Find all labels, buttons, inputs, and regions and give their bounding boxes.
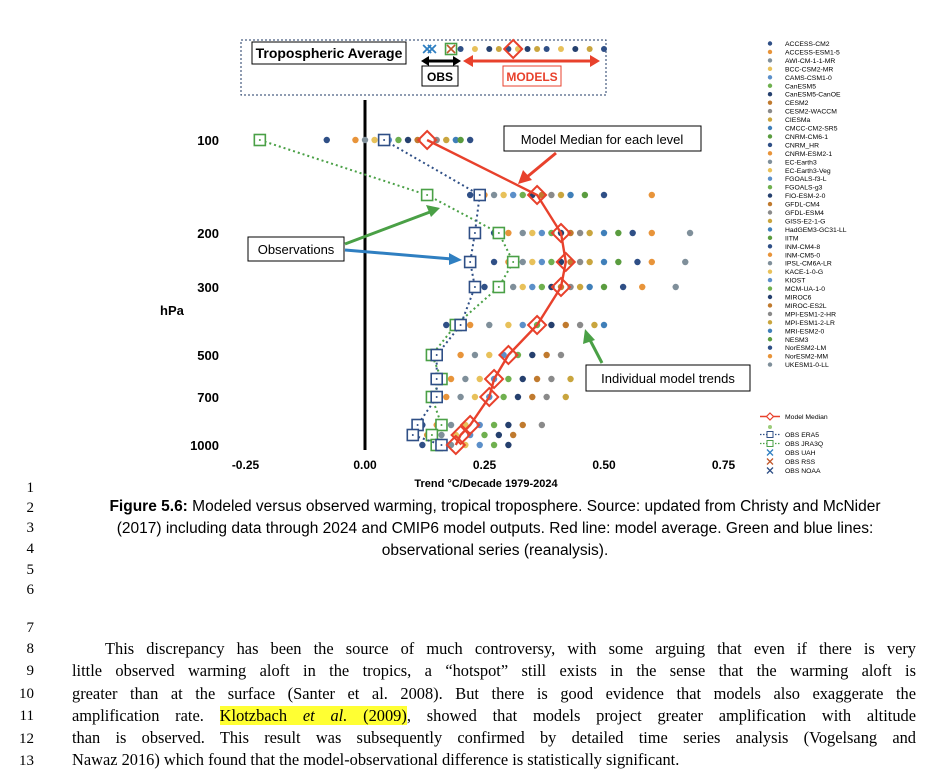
model-trend-point <box>505 442 511 448</box>
observations-callout-label: Observations <box>257 242 335 257</box>
line-number-13: 13 <box>19 753 34 769</box>
model-trend-point <box>362 137 368 143</box>
model-trend-point <box>649 259 655 265</box>
legend-label: INM-CM4-8 <box>785 243 821 251</box>
model-trend-point <box>601 192 607 198</box>
era5-marker-dot <box>474 286 476 288</box>
legend-marker <box>768 261 772 265</box>
legend-label: NESM3 <box>785 336 809 344</box>
line-number-5: 5 <box>26 562 34 578</box>
model-trend-point <box>682 259 688 265</box>
era5-marker-dot <box>469 261 471 263</box>
jra3q-marker-dot <box>259 139 261 141</box>
legend-obs-label: OBS ERA5 <box>785 432 819 439</box>
model-trend-point <box>563 322 569 328</box>
paragraph-line-3: greater than at the surface (Santer et al. 2008). But there is good evidence that models also exaggerate the <box>72 683 916 703</box>
body-paragraph <box>72 638 916 772</box>
model-trend-point <box>477 442 483 448</box>
legend-label: KIOST <box>785 277 806 285</box>
model-trend-point <box>481 284 487 290</box>
figure-caption-text: Modeled versus observed warming, tropical troposphere. Source: updated from Christy and McNider (2017) including data through 2024 and CMIP6 model outputs. Red line: model average. Green and blue lines: observational series (reanalysis). <box>116 498 881 559</box>
legend-label: MPI-ESM1-2-HR <box>785 311 836 319</box>
trop-avg-model-point <box>558 46 564 52</box>
model-trend-point <box>548 259 554 265</box>
paragraph-line-6: Nawaz 2016) which found that the model-observational difference is statistically significant. <box>72 750 680 770</box>
jra3q-marker-dot <box>426 194 428 196</box>
model-trend-point <box>529 352 535 358</box>
legend-label: CanESM5 <box>785 83 816 91</box>
era5-marker-dot <box>412 434 414 436</box>
model-trend-point <box>548 192 554 198</box>
model-trend-point <box>629 230 635 236</box>
line-number-4: 4 <box>26 541 34 557</box>
model-trend-point <box>591 322 597 328</box>
legend-median-label: Model Median <box>785 414 828 421</box>
trop-avg-model-point <box>525 46 531 52</box>
model-trend-point <box>649 192 655 198</box>
legend-label: IPSL-CM6A-LR <box>785 260 832 268</box>
legend-marker <box>768 269 772 273</box>
line-number-1: 1 <box>26 480 34 496</box>
observations-blue-arrowhead <box>449 253 462 265</box>
legend-marker <box>768 337 772 341</box>
legend-marker <box>768 126 772 130</box>
model-trend-point <box>515 394 521 400</box>
legend-label: MIROC-ES2L <box>785 302 827 310</box>
legend-median-marker <box>767 413 774 420</box>
x-tick-label: 0.00 <box>353 458 377 472</box>
era5-marker-dot <box>474 232 476 234</box>
model-trend-point <box>520 192 526 198</box>
model-trend-point <box>520 230 526 236</box>
model-trend-point <box>443 137 449 143</box>
jra3q-marker-dot <box>431 434 433 436</box>
line-number-9: 9 <box>26 663 34 679</box>
model-trend-point <box>371 137 377 143</box>
model-trend-point <box>395 137 401 143</box>
legend-label: INM-CM5-0 <box>785 252 821 260</box>
legend-marker <box>768 109 772 113</box>
trop-avg-model-point <box>544 46 550 52</box>
x-tick-label: 0.25 <box>472 458 497 472</box>
legend-obs-marker <box>767 459 773 465</box>
legend-label: EC-Earth3-Veg <box>785 167 831 175</box>
legend-marker <box>768 210 772 214</box>
legend-marker <box>768 295 772 299</box>
legend-label: CNRM_HR <box>785 142 819 150</box>
figure-caption-label: Figure 5.6: <box>109 498 188 515</box>
jra3q-marker-dot <box>498 286 500 288</box>
model-trend-point <box>577 322 583 328</box>
legend-label: NorESM2-LM <box>785 345 827 353</box>
legend-obs-marker <box>767 450 773 456</box>
legend-marker <box>768 354 772 358</box>
model-trend-point <box>405 137 411 143</box>
era5-marker-dot <box>479 194 481 196</box>
median-callout-label: Model Median for each level <box>520 132 684 147</box>
legend-label: ACCESS-CM2 <box>785 41 830 48</box>
model-trend-point <box>419 442 425 448</box>
model-trend-point <box>443 322 449 328</box>
jra3q-marker-dot <box>498 232 500 234</box>
jra3q-marker-dot <box>512 261 514 263</box>
model-trend-point <box>500 394 506 400</box>
legend-label: FIO-ESM-2-0 <box>785 193 826 201</box>
model-trend-point <box>486 322 492 328</box>
trop-avg-model-point <box>486 46 492 52</box>
citation-etal: et al. <box>302 705 348 725</box>
individual-callout-label: Individual model trends <box>601 371 735 386</box>
model-trend-point <box>448 376 454 382</box>
model-trend-point <box>577 259 583 265</box>
legend-marker <box>768 312 772 316</box>
legend-obs-marker <box>767 432 773 438</box>
legend-label: NorESM2-MM <box>785 353 829 361</box>
legend-label: MIROC6 <box>785 294 812 302</box>
model-trend-point <box>505 422 511 428</box>
y-axis-label: hPa <box>160 303 184 318</box>
legend-marker <box>768 100 772 104</box>
legend-label: CIESMa <box>785 117 811 125</box>
model-trend-point <box>352 137 358 143</box>
x-tick-label: 0.75 <box>711 458 736 472</box>
model-trend-point <box>673 284 679 290</box>
model-trend-point <box>567 192 573 198</box>
y-tick-label: 300 <box>197 280 219 295</box>
legend-label: EC-Earth3 <box>785 159 817 167</box>
model-trend-point <box>567 376 573 382</box>
legend-marker <box>768 346 772 350</box>
legend-marker <box>768 177 772 181</box>
era5-marker-dot <box>436 354 438 356</box>
citation-year: (2009) <box>363 705 407 725</box>
legend-label: ACCESS-ESM1-5 <box>785 49 840 57</box>
era5-marker-dot <box>417 424 419 426</box>
obs-label: OBS <box>426 70 454 84</box>
era5-marker-dot <box>460 324 462 326</box>
legend-label: UKESM1-0-LL <box>785 362 829 370</box>
model-trend-point <box>510 284 516 290</box>
model-trend-point <box>539 422 545 428</box>
line-number-10: 10 <box>19 686 34 702</box>
paragraph-line-5: than is observed. This result was subsequently confirmed by detailed time series analysis (Vogelsang and <box>72 728 916 748</box>
model-trend-point <box>472 394 478 400</box>
model-trend-point <box>457 137 463 143</box>
model-trend-point <box>505 376 511 382</box>
model-trend-point <box>472 352 478 358</box>
model-trend-point <box>486 352 492 358</box>
model-trend-point <box>500 192 506 198</box>
model-trend-point <box>462 376 468 382</box>
legend-label: FGOALS-f3-L <box>785 176 827 184</box>
legend-marker <box>768 185 772 189</box>
model-trend-point <box>520 422 526 428</box>
jra3q-marker-dot <box>440 424 442 426</box>
legend-marker <box>768 67 772 71</box>
legend-obs-marker <box>767 468 773 474</box>
era5-marker-dot <box>436 378 438 380</box>
trop-avg-model-point <box>458 46 464 52</box>
trop-avg-model-point <box>572 46 578 52</box>
model-trend-point <box>539 259 545 265</box>
model-trend-point <box>481 432 487 438</box>
trop-avg-model-point <box>534 46 540 52</box>
model-trend-point <box>534 376 540 382</box>
model-trend-point <box>520 376 526 382</box>
legend-label: CAMS-CSM1-0 <box>785 74 832 82</box>
legend-marker <box>768 58 772 62</box>
model-trend-point <box>539 284 545 290</box>
model-trend-point <box>558 352 564 358</box>
model-trend-point <box>601 230 607 236</box>
legend-marker <box>768 92 772 96</box>
model-trend-point <box>438 432 444 438</box>
model-trend-point <box>582 192 588 198</box>
legend-marker <box>768 219 772 223</box>
legend-marker <box>768 227 772 231</box>
legend-marker <box>768 278 772 282</box>
legend-marker <box>768 75 772 79</box>
legend-obs-label: OBS UAH <box>785 450 816 457</box>
model-trend-point <box>491 192 497 198</box>
legend-label: GISS-E2-1-G <box>785 218 826 226</box>
model-trend-point <box>491 442 497 448</box>
model-trend-point <box>687 230 693 236</box>
y-tick-label: 700 <box>197 390 219 405</box>
legend-marker <box>768 134 772 138</box>
legend-label: MCM-UA-1-0 <box>785 286 826 294</box>
model-trend-point <box>448 422 454 428</box>
legend-label: MRI-ESM2-0 <box>785 328 825 336</box>
legend-label: CESM2 <box>785 100 809 108</box>
model-trend-point <box>491 422 497 428</box>
model-trend-point <box>520 322 526 328</box>
legend-label: BCC-CSM2-MR <box>785 66 834 74</box>
legend-marker <box>768 160 772 164</box>
observations-green-arrow <box>345 212 430 244</box>
model-trend-point <box>548 376 554 382</box>
legend-obs-label: OBS NOAA <box>785 468 821 475</box>
median-callout-arrowhead <box>518 170 532 184</box>
legend-label: AWI-CM-1-1-MR <box>785 57 836 65</box>
model-trend-point <box>529 394 535 400</box>
model-trend-point <box>577 284 583 290</box>
paragraph-line-4-start: amplification rate. <box>72 705 204 725</box>
trop-avg-model-point <box>601 46 607 52</box>
legend-marker <box>768 362 772 366</box>
legend-label: KACE-1-0-G <box>785 269 824 277</box>
legend-marker <box>768 320 772 324</box>
obs-arrowhead-right <box>453 56 461 66</box>
model-trend-point <box>543 352 549 358</box>
model-trend-point <box>601 322 607 328</box>
legend-obs-label: OBS RSS <box>785 459 816 466</box>
citation-author: Klotzbach <box>219 705 288 725</box>
legend <box>760 41 847 475</box>
model-trend-point <box>586 284 592 290</box>
legend-marker <box>768 41 772 45</box>
model-trend-point <box>457 394 463 400</box>
model-trend-point <box>615 230 621 236</box>
obs-arrowhead-left <box>421 56 429 66</box>
model-trend-point <box>620 284 626 290</box>
legend-marker <box>768 193 772 197</box>
legend-marker <box>768 143 772 147</box>
legend-label: GFDL-ESM4 <box>785 210 824 217</box>
model-trend-point <box>491 259 497 265</box>
model-trend-point <box>634 259 640 265</box>
y-tick-label: 500 <box>197 348 219 363</box>
legend-label: GFDL-CM4 <box>785 201 820 209</box>
trop-avg-model-point <box>587 46 593 52</box>
model-trend-point <box>543 394 549 400</box>
model-trend-point <box>586 230 592 236</box>
era5-marker-dot <box>383 139 385 141</box>
y-tick-label: 200 <box>197 226 219 241</box>
trop-avg-model-point <box>496 46 502 52</box>
legend-label: IITM <box>785 235 799 243</box>
model-trend-point <box>529 284 535 290</box>
legend-marker <box>768 168 772 172</box>
legend-marker <box>768 202 772 206</box>
legend-marker <box>768 425 772 429</box>
legend-label: MPI-ESM1-2-LR <box>785 319 835 327</box>
legend-obs-marker <box>767 441 773 447</box>
line-number-3: 3 <box>26 520 34 536</box>
legend-marker <box>768 84 772 88</box>
era5-marker-dot <box>436 396 438 398</box>
model-trend-point <box>586 259 592 265</box>
era5-marker-dot <box>440 444 442 446</box>
individual-callout-arrowhead <box>583 329 595 344</box>
legend-label: CMCC-CM2-SR5 <box>785 125 838 133</box>
plot-area <box>160 40 750 490</box>
individual-callout-arrow <box>590 340 602 363</box>
model-trend-point <box>467 322 473 328</box>
highlighted-citation <box>220 706 407 725</box>
model-trend-point <box>520 284 526 290</box>
model-trend-point <box>548 322 554 328</box>
legend-marker <box>768 253 772 257</box>
model-trend-point <box>324 137 330 143</box>
legend-obs-label: OBS JRA3Q <box>785 441 824 448</box>
x-tick-label: 0.50 <box>592 458 616 472</box>
model-trend-point <box>558 192 564 198</box>
model-trend-point <box>649 230 655 236</box>
trop-avg-model-point <box>472 46 478 52</box>
trop-avg-uah-marker <box>428 45 436 53</box>
x-tick-label: -0.25 <box>231 458 260 472</box>
legend-label: CNRM-ESM2-1 <box>785 150 833 158</box>
median-callout-arrow <box>527 153 556 177</box>
line-number-12: 12 <box>19 731 34 747</box>
legend-marker <box>768 236 772 240</box>
legend-marker <box>768 329 772 333</box>
legend-label: HadGEM3-GC31-LL <box>785 226 847 234</box>
legend-marker <box>768 286 772 290</box>
model-trend-point <box>510 432 516 438</box>
model-trend-point <box>477 376 483 382</box>
y-tick-label: 100 <box>197 133 219 148</box>
model-trend-point <box>529 230 535 236</box>
legend-marker <box>768 244 772 248</box>
legend-label: FGOALS-g3 <box>785 184 823 192</box>
tropospheric-average-label: Tropospheric Average <box>255 45 403 61</box>
line-number-2: 2 <box>26 500 34 516</box>
line-number-6: 6 <box>26 582 34 598</box>
model-trend-point <box>467 192 473 198</box>
model-trend-point <box>505 230 511 236</box>
y-tick-label: 1000 <box>190 438 219 453</box>
line-number-8: 8 <box>26 641 34 657</box>
model-trend-point <box>601 259 607 265</box>
model-trend-point <box>601 284 607 290</box>
models-arrowhead-left <box>463 55 473 67</box>
model-trend-point <box>563 394 569 400</box>
models-label: MODELS <box>506 70 558 84</box>
legend-marker <box>768 303 772 307</box>
model-trend-point <box>577 230 583 236</box>
legend-label: CanESM5-CanOE <box>785 91 841 99</box>
paragraph-line-2: little observed warming aloft in the tropics, a “hotspot” still exists in the sense that the warming aloft is <box>72 661 916 681</box>
legend-marker <box>768 117 772 121</box>
legend-label: CESM2-WACCM <box>785 108 837 116</box>
observations-green-arrowhead <box>426 205 440 217</box>
line-number-7: 7 <box>26 620 34 636</box>
model-trend-point <box>457 352 463 358</box>
model-trend-point <box>539 230 545 236</box>
model-trend-point <box>467 137 473 143</box>
model-trend-point <box>529 259 535 265</box>
model-trend-point <box>496 432 502 438</box>
paragraph-line-4 <box>72 705 916 727</box>
x-axis-label: Trend °C/Decade 1979-2024 <box>414 478 558 490</box>
paragraph-line-1: This discrepancy has been the source of much controversy, with some arguing that even if there is very <box>105 639 916 658</box>
model-trend-point <box>443 394 449 400</box>
model-trend-point <box>639 284 645 290</box>
models-arrowhead-right <box>590 55 600 67</box>
paragraph-line-4-rest: , showed that models project greater amplification with altitude <box>406 705 917 725</box>
model-trend-point <box>520 259 526 265</box>
model-trend-point <box>615 259 621 265</box>
legend-marker <box>768 151 772 155</box>
model-trend-point <box>505 322 511 328</box>
legend-marker <box>768 50 772 54</box>
model-trend-point <box>510 192 516 198</box>
legend-label: CNRM-CM6-1 <box>785 133 829 141</box>
figure-caption <box>100 496 890 562</box>
observations-blue-arrow <box>345 250 452 259</box>
line-number-11: 11 <box>19 708 34 724</box>
